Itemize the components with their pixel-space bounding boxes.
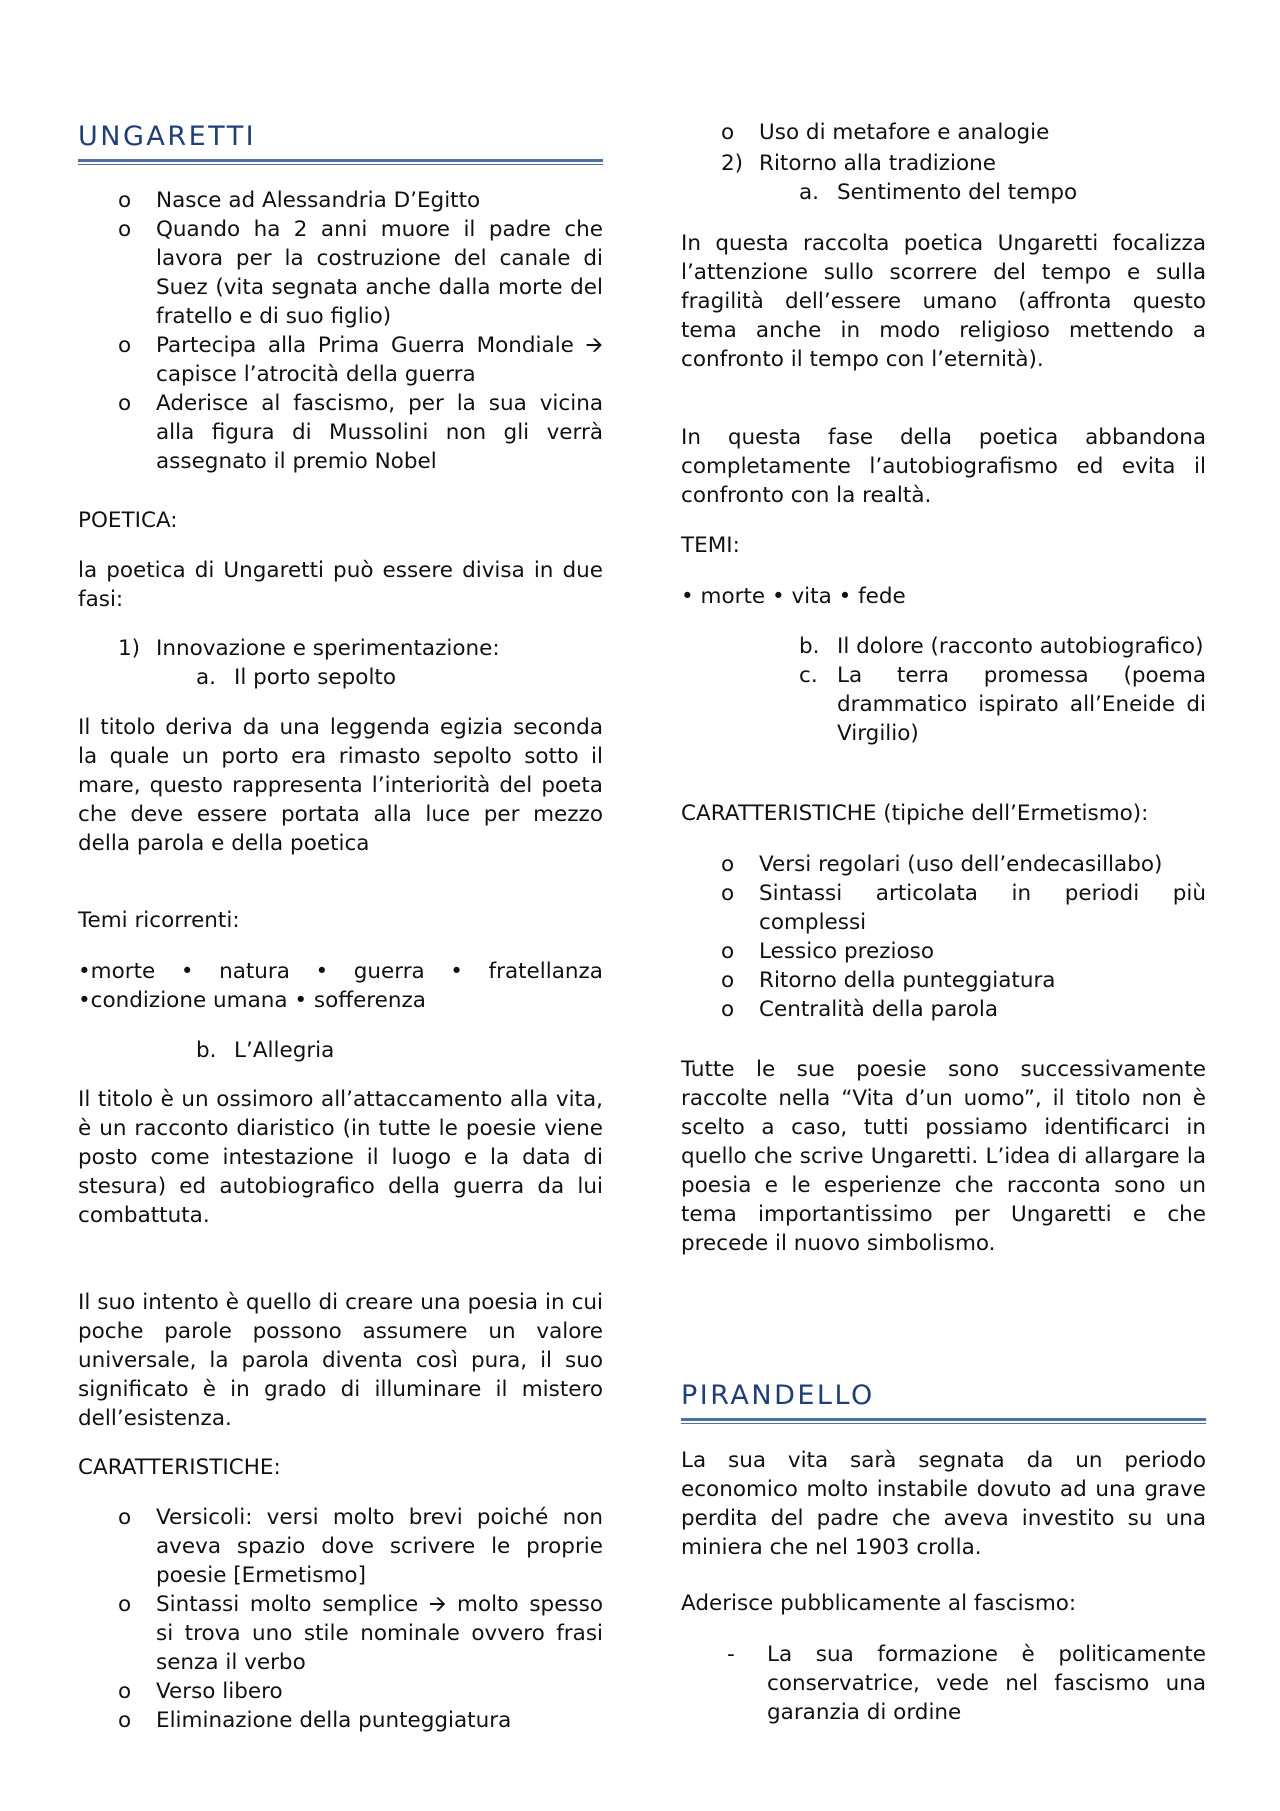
pirandello-heading: PIRANDELLO [681,1380,1206,1418]
list-item: b. Il dolore (racconto autobiografico) [799,634,1204,659]
ungaretti-bio-list [78,186,603,476]
caratteristiche2-label: CARATTERISTICHE (tipiche dell’Ermetismo): [681,801,1149,826]
porto-item: a. Il porto sepolto [196,665,396,690]
list-item: o Centralità della parola [721,997,999,1022]
list-item: o Ritorno della punteggiatura [721,968,1056,993]
temi2-text: • morte • vita • fede [681,584,906,609]
caratteristiche-label: CARATTERISTICHE: [78,1455,281,1480]
temi-label: Temi ricorrenti: [78,908,240,933]
list-item: o Lessico prezioso [721,939,935,964]
caratteristiche-list-continued [681,118,1206,147]
list-item: o Versicoli: versi molto brevi poiché non aveva spazio dove scrivere le proprie poesie [Ermetismo] [118,1505,603,1588]
list-item: o Nasce ad Alessandria D’Egitto [118,188,481,213]
sentimento-paragraph-1: In questa raccolta poetica Ungaretti focalizza l’attenzione sullo scorrere del tempo e sulla fragilità dell’essere umano (affronta questo tema anche in modo religioso mettendo a confronto il tempo con l’eternità). [681,231,1206,372]
allegria-paragraph-1: Il titolo è un ossimoro all’attaccamento alla vita, è un racconto diaristico (in tutte le poesie viene posto come intestazione il luogo e la data di stesura) ed autobiografico della guerra da lui combattuta. [78,1087,603,1228]
list-item: o Aderisce al fascismo, per la sua vicina alla figura di Mussolini non gli verrà assegnato il premio Nobel [118,391,603,474]
list-item: o Verso libero [118,1679,283,1704]
temi2-label: TEMI: [681,533,740,558]
conclusion-paragraph: Tutte le sue poesie sono successivamente raccolte nella “Vita d’un uomo”, il titolo non è scelto a caso, tutti possiamo identificarci in quello che scrive Ungaretti. L’idea di allargare la poesia e le esperienze che racconta sono un tema importantissimo per Ungaretti e che precede il nuovo simbolismo. [681,1057,1206,1256]
phase1-item: 1) Innovazione e sperimentazione: [118,636,500,661]
porto-paragraph: Il titolo deriva da una leggenda egizia seconda la quale un porto era rimasto sepolto sotto il mare, questo rappresenta l’interiorità del poeta che deve essere portata alla luce per mezzo della parola e della poetica [78,715,603,856]
pirandello-intro: La sua vita sarà segnata da un periodo economico molto instabile dovuto ad una grave perdita del padre che aveva investito su una miniera che nel 1903 crolla. [681,1448,1206,1560]
list-item: o Sintassi molto semplice 🡪 molto spesso si trova uno stile nominale ovvero frasi senza il verbo [118,1592,603,1675]
other-works-list [681,632,1206,748]
temi-text: •morte • natura • guerra • fratellanza •condizione umana • sofferenza [78,959,603,1013]
pirandello-list [681,1640,1206,1727]
poetica-intro: la poetica di Ungaretti può essere divisa in due fasi: [78,558,603,612]
ungaretti-heading: UNGARETTI [78,121,603,159]
list-item: o Versi regolari (uso dell’endecasillabo) [721,852,1163,877]
allegria-item: b. L’Allegria [196,1038,335,1063]
poetica-label: POETICA: [78,508,178,533]
list-item: o Uso di metafore e analogie [721,120,1050,145]
sentimento-paragraph-2: In questa fase della poetica abbandona completamente l’autobiografismo ed evita il confronto con la realtà. [681,425,1206,508]
phase2-item: 2) Ritorno alla tradizione [721,151,997,176]
allegria-paragraph-2: Il suo intento è quello di creare una poesia in cui poche parole possono assumere un valore universale, la parola diventa così pura, il suo significato è in grado di illuminare il mistero dell’esistenza. [78,1290,603,1431]
list-item: c. La terra promessa (poema drammatico ispirato all’Eneide di Virgilio) [799,663,1206,746]
list-item: o Sintassi articolata in periodi più complessi [721,881,1206,935]
pirandello-fascismo: Aderisce pubblicamente al fascismo: [681,1591,1077,1616]
list-item: o Partecipa alla Prima Guerra Mondiale 🡪 capisce l’atrocità della guerra [118,333,603,387]
list-item: - La sua formazione è politicamente conservatrice, vede nel fascismo una garanzia di ordine [727,1642,1206,1725]
sentimento-item: a. Sentimento del tempo [799,180,1078,205]
caratteristiche-list [78,1503,603,1735]
list-item: o Eliminazione della punteggiatura [118,1708,512,1733]
caratteristiche2-list [681,850,1206,1024]
list-item: o Quando ha 2 anni muore il padre che lavora per la costruzione del canale di Suez (vita segnata anche dalla morte del fratello e di suo figlio) [118,217,603,329]
